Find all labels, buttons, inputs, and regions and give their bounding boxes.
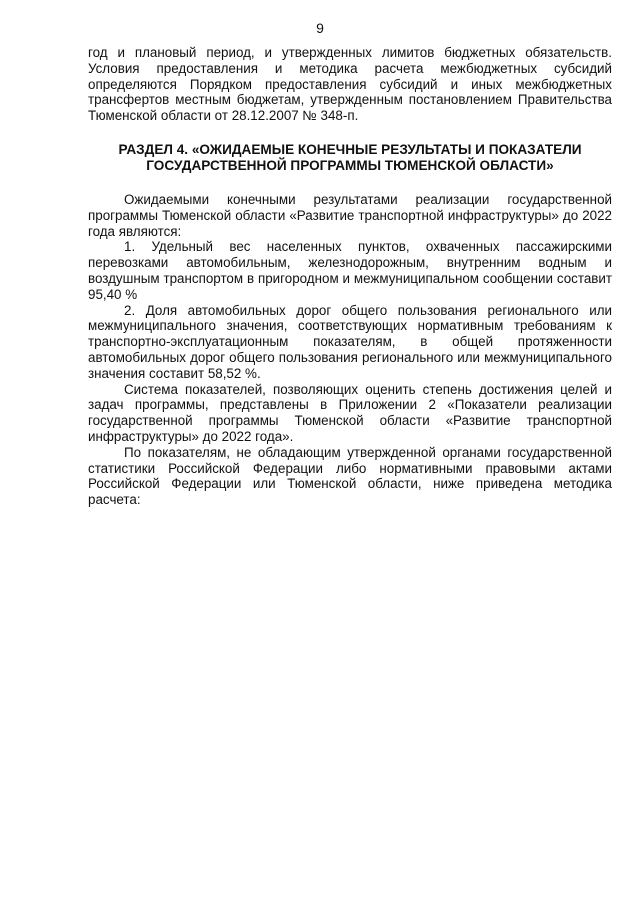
methodology-paragraph: По показателям, не обладающим утвержденной органами государственной статистики Российской Федерации либо нормативными правовыми актами Российской Федерации или Тюменской области, ниже приведена методика расчета:	[88, 444, 612, 508]
result-item-2: 2. Доля автомобильных дорог общего пользования регионального или межмуниципального значения, соответствующих нормативным требованиям к транспортно-эксплуатационным показателям, в общей протяженности автомобильных дорог общего пользования регионального или межмуниципального значения составит 58,52 %.	[88, 302, 612, 381]
section-title: РАЗДЕЛ 4. «ОЖИДАЕМЫЕ КОНЕЧНЫЕ РЕЗУЛЬТАТЫ И ПОКАЗАТЕЛИ ГОСУДАРСТВЕННОЙ ПРОГРАММЫ ТЮМЕНСКОЙ ОБЛАСТИ»	[118, 141, 582, 173]
indicators-system-paragraph: Система показателей, позволяющих оценить степень достижения целей и задач программы, представлены в Приложении 2 «Показатели реализации государственной программы Тюменской области «Развитие транспортной инфраструктуры» до 2022 года».	[88, 381, 612, 444]
result-item-1: 1. Удельный вес населенных пунктов, охваченных пассажирскими перевозками автомобильным, железнодорожным, внутренним водным и воздушным транспортом в пригородном и межмуниципальном сообщении составит 95,40 %	[88, 239, 612, 302]
intro-paragraph: год и плановый период, и утвержденных лимитов бюджетных обязательств. Условия предоставления и методика расчета межбюджетных субсидий определяются Порядком предоставления субсидий и иных межбюджетных трансфертов местным бюджетам, утвержденным постановлением Правительства Тюменской области от 28.12.2007 № 348-п.	[88, 45, 612, 124]
expected-results-paragraph: Ожидаемыми конечными результатами реализации государственной программы Тюменской области «Развитие транспортной инфраструктуры» до 2022 года являются:	[88, 191, 612, 239]
page-number: 9	[316, 20, 324, 36]
document-page	[88, 45, 612, 508]
